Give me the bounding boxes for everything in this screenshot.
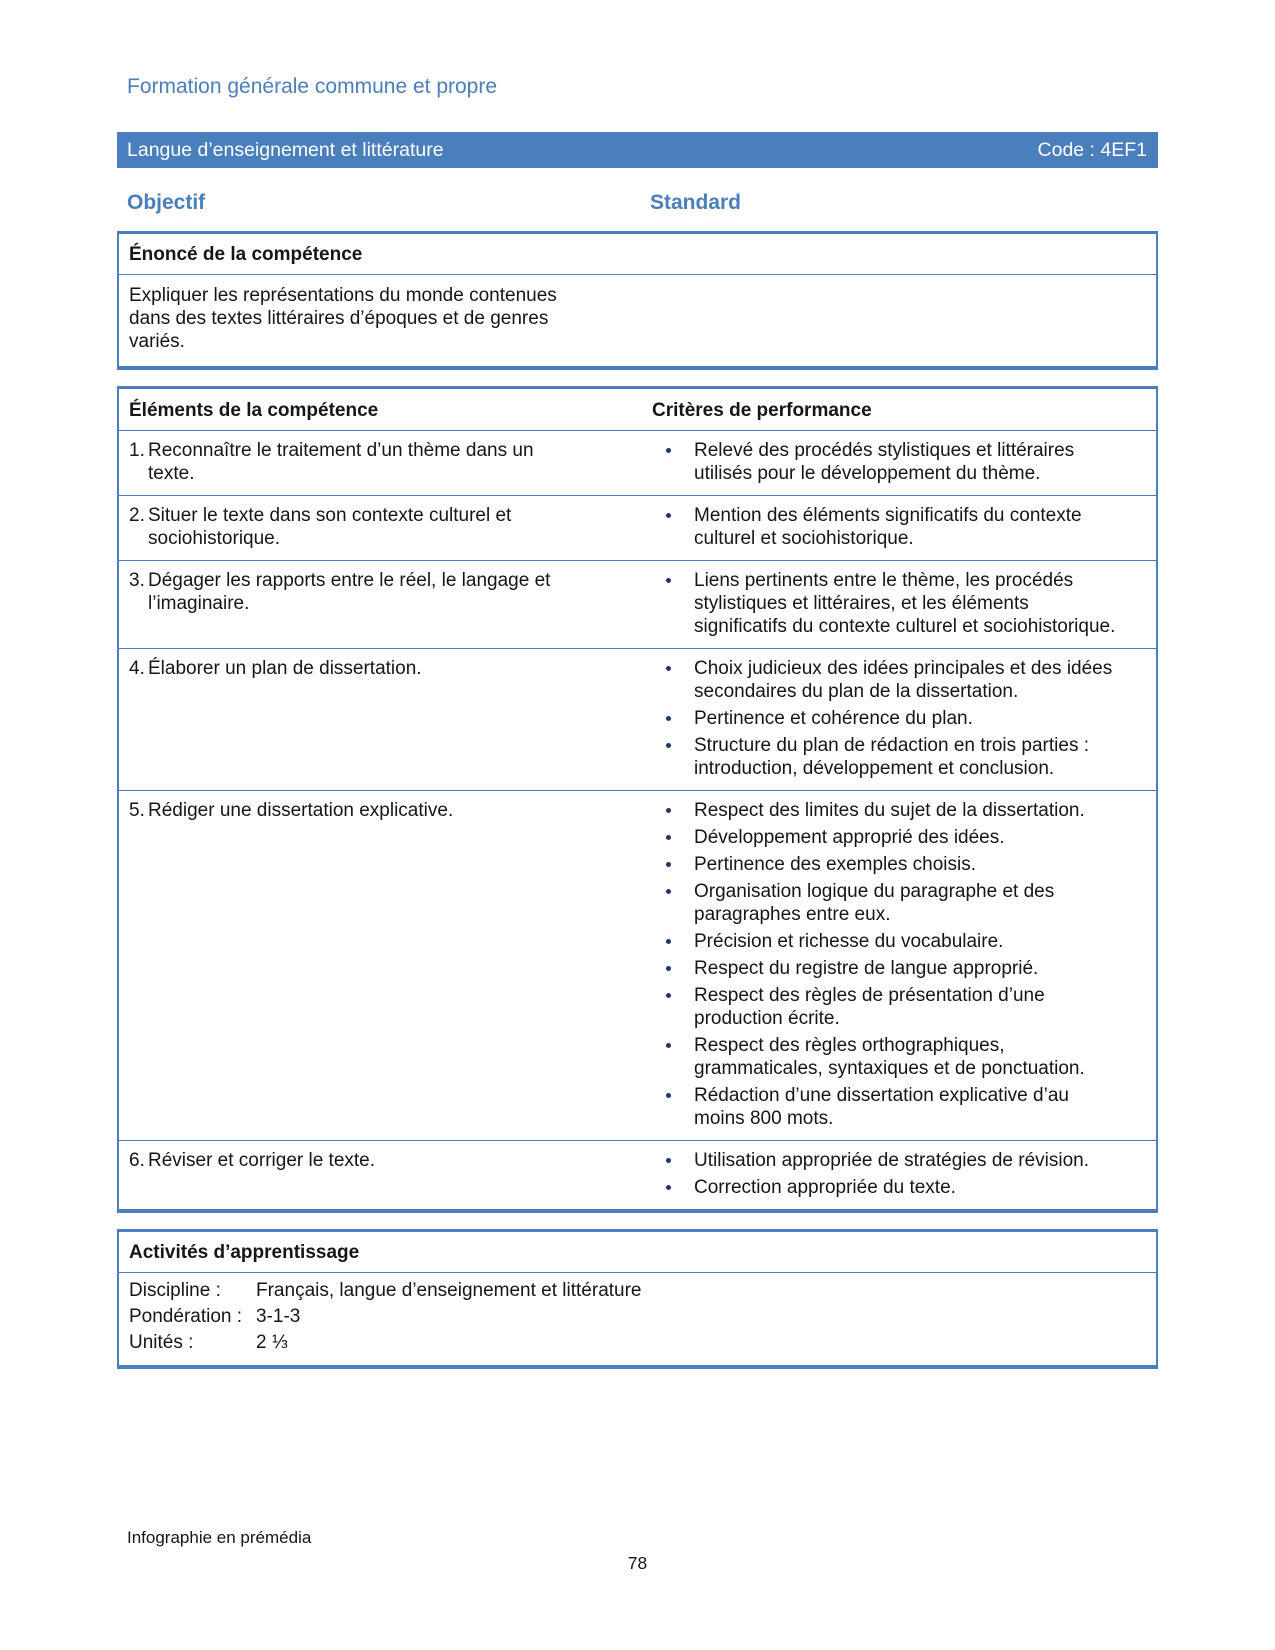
row-number: 6. [129, 1150, 145, 1171]
element-cell [119, 1149, 652, 1199]
standard-heading: Standard [650, 191, 742, 214]
enonce-header: Énoncé de la compétence [119, 234, 1156, 275]
criteres-column-header: Critères de performance [652, 400, 872, 421]
table-row [119, 560, 1156, 648]
element-cell [119, 799, 652, 1130]
activity-value: 3-1-3 [256, 1306, 301, 1327]
criterion-item: Utilisation appropriée de stratégies de révision. [652, 1149, 1124, 1172]
element-cell [119, 439, 652, 485]
criteria-cell [652, 1149, 1156, 1199]
table-row [119, 495, 1156, 560]
row-number: 4. [129, 658, 145, 679]
footer-note: Infographie en prémédia [127, 1528, 312, 1547]
row-number: 2. [129, 505, 145, 526]
section-headings [117, 190, 1158, 215]
row-number: 1. [129, 440, 145, 461]
criterion-item: Respect des limites du sujet de la dissertation. [652, 799, 1124, 822]
competence-table-rows [119, 430, 1156, 1209]
criterion-item: Mention des éléments significatifs du contexte culturel et sociohistorique. [652, 504, 1124, 550]
criterion-item: Structure du plan de rédaction en trois parties : introduction, développement et conclusion. [652, 734, 1124, 780]
criterion-item: Rédaction d’une dissertation explicative d’au moins 800 mots. [652, 1084, 1124, 1130]
element-text: Rédiger une dissertation explicative. [148, 800, 454, 821]
criteria-list [652, 439, 1156, 485]
enonce-box [117, 231, 1158, 370]
criterion-item: Correction appropriée du texte. [652, 1176, 1124, 1199]
element-text: Reconnaître le traitement d’un thème dans un texte. [148, 440, 534, 484]
element-text: Réviser et corriger le texte. [148, 1150, 376, 1171]
table-row [119, 430, 1156, 495]
activites-box [117, 1229, 1158, 1369]
criterion-item: Organisation logique du paragraphe et des paragraphes entre eux. [652, 880, 1124, 926]
criteria-cell [652, 657, 1156, 780]
table-row [119, 1140, 1156, 1209]
page-number: 78 [627, 1553, 648, 1573]
row-number: 3. [129, 570, 145, 591]
criterion-item: Respect des règles de présentation d’une production écrite. [652, 984, 1124, 1030]
activity-label: Pondération : [129, 1306, 243, 1327]
course-title-bar [117, 132, 1158, 168]
activity-value: Français, langue d’enseignement et littérature [256, 1280, 642, 1301]
criteria-list [652, 657, 1156, 780]
criteria-list [652, 569, 1156, 638]
objectif-heading: Objectif [127, 191, 206, 214]
element-cell [119, 657, 652, 780]
elements-column-header: Éléments de la compétence [129, 400, 379, 421]
element-text: Dégager les rapports entre le réel, le langage et l’imaginaire. [148, 570, 551, 614]
activity-row [129, 1304, 1146, 1330]
course-title: Langue d’enseignement et littérature [127, 138, 444, 161]
element-text: Élaborer un plan de dissertation. [148, 658, 422, 679]
row-number: 5. [129, 800, 145, 821]
criterion-item: Développement approprié des idées. [652, 826, 1124, 849]
criteria-list [652, 504, 1156, 550]
element-cell [119, 504, 652, 550]
criterion-item: Respect du registre de langue approprié. [652, 957, 1124, 980]
activity-row [129, 1278, 1146, 1304]
activity-label: Unités : [129, 1332, 194, 1353]
criteria-cell [652, 799, 1156, 1130]
course-code: Code : 4EF1 [1037, 138, 1147, 161]
activity-label: Discipline : [129, 1280, 221, 1301]
criteria-cell [652, 569, 1156, 638]
element-cell [119, 569, 652, 638]
criterion-item: Liens pertinents entre le thème, les procédés stylistiques et littéraires, et les éléments significatifs du contexte culturel et sociohistorique. [652, 569, 1124, 638]
enonce-statement: Expliquer les représentations du monde contenues dans des textes littéraires d’époques et de genres variés. [129, 285, 557, 352]
element-text: Situer le texte dans son contexte culturel et sociohistorique. [148, 505, 512, 549]
activity-row [129, 1330, 1146, 1356]
criterion-item: Choix judicieux des idées principales et des idées secondaires du plan de la dissertation. [652, 657, 1124, 703]
doc-category-title: Formation générale commune et propre [127, 75, 498, 98]
competence-table [117, 386, 1158, 1213]
competence-table-header [119, 389, 1156, 430]
activity-value: 2 ⅓ [256, 1332, 288, 1353]
criterion-item: Pertinence des exemples choisis. [652, 853, 1124, 876]
criterion-item: Relevé des procédés stylistiques et littéraires utilisés pour le développement du thème. [652, 439, 1124, 485]
criterion-item: Précision et richesse du vocabulaire. [652, 930, 1124, 953]
activites-body [119, 1273, 1156, 1365]
criteria-list [652, 1149, 1156, 1199]
criteria-cell [652, 439, 1156, 485]
table-row [119, 790, 1156, 1140]
criteria-cell [652, 504, 1156, 550]
table-row [119, 648, 1156, 790]
enonce-body [119, 284, 1156, 353]
criterion-item: Respect des règles orthographiques, grammaticales, syntaxiques et de ponctuation. [652, 1034, 1124, 1080]
criteria-list [652, 799, 1156, 1130]
criterion-item: Pertinence et cohérence du plan. [652, 707, 1124, 730]
activites-header: Activités d’apprentissage [119, 1232, 1156, 1273]
